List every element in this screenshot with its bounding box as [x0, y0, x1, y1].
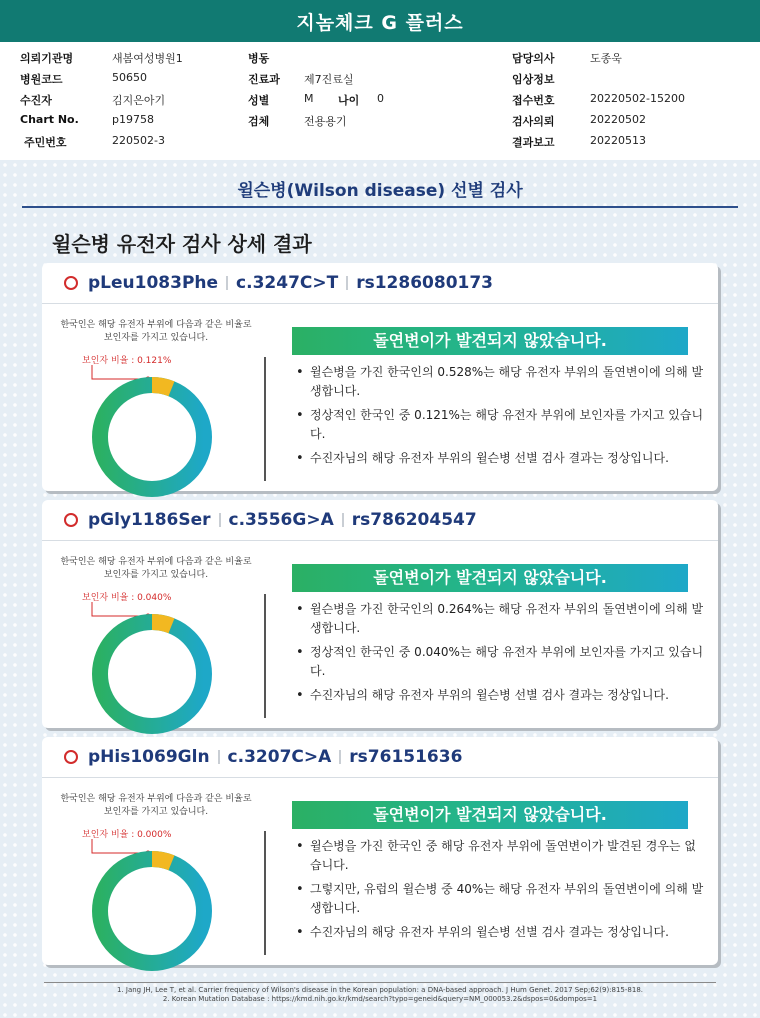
variant-header — [42, 263, 718, 304]
info-value: 0 — [377, 92, 384, 105]
patient-info-panel — [0, 44, 760, 156]
vertical-divider — [264, 357, 266, 481]
info-label: 의뢰기관명 — [20, 52, 74, 65]
header-bar — [0, 0, 760, 42]
variant-card — [42, 500, 718, 728]
info-label: Chart No. — [20, 113, 79, 126]
donut-ring — [100, 622, 204, 726]
bullet-item: • 정상적인 한국인 중 0.040%는 해당 유전자 부위에 보인자를 가지고 있습니다. — [296, 643, 706, 681]
info-label: 나이 — [338, 94, 360, 107]
info-value: 제7진료실 — [304, 73, 354, 86]
variant-header — [42, 500, 718, 541]
section-heading: 윌슨병 유전자 검사 상세 결과 — [52, 232, 312, 256]
carrier-ratio-label: 보인자 비율 : 0.000% — [82, 830, 172, 840]
info-label: 결과보고 — [512, 136, 555, 149]
info-label: 접수번호 — [512, 94, 555, 107]
info-label: 진료과 — [248, 73, 280, 86]
result-bullets — [296, 837, 706, 947]
result-bullets — [296, 600, 706, 710]
separator — [219, 513, 221, 527]
info-value: 도종욱 — [590, 52, 622, 65]
carrier-arc — [152, 385, 171, 389]
carrier-arc — [152, 859, 171, 863]
reference-divider — [44, 982, 716, 983]
reference-item: 2. Korean Mutation Database : https://kmd.nih.go.kr/kmd/search?typo=geneid&query=NM_000053.2&dspos=0&dompos=1 — [162, 995, 598, 1003]
carrier-intro-text: 한국인은 해당 유전자 부위에 다음과 같은 비율로 보인자를 가지고 있습니다. — [60, 320, 252, 343]
carrier-intro-text: 한국인은 해당 유전자 부위에 다음과 같은 비율로 보인자를 가지고 있습니다. — [60, 557, 252, 580]
variant-protein: pHis1069Gln — [88, 747, 210, 767]
variant-card — [42, 263, 718, 491]
variant-rsid: rs76151636 — [349, 747, 463, 767]
bullet-item: • 윌슨병을 가진 한국인의 0.264%는 해당 유전자 부위의 돌연변이에 의해 발생합니다. — [296, 600, 706, 638]
separator — [218, 750, 220, 764]
bullet-item: • 수진자님의 해당 유전자 부위의 윌슨병 선별 검사 결과는 정상입니다. — [296, 449, 706, 468]
variant-cdna: c.3556G>A — [228, 510, 334, 530]
info-label: 임상정보 — [512, 73, 555, 86]
separator — [226, 276, 228, 290]
info-label: 병원코드 — [20, 73, 63, 86]
info-value: 20220502 — [590, 113, 646, 126]
vertical-divider — [264, 831, 266, 955]
result-banner: 돌연변이가 발견되지 않았습니다. — [292, 564, 688, 592]
variant-protein: pGly1186Ser — [88, 510, 211, 530]
variant-cdna: c.3247C>T — [236, 273, 339, 293]
carrier-arc — [152, 622, 171, 626]
info-value: 20220513 — [590, 134, 646, 147]
info-label: 주민번호 — [24, 136, 67, 149]
variant-card — [42, 737, 718, 965]
info-value: 새봄여성병원1 — [112, 52, 183, 65]
variant-rsid: rs1286080173 — [356, 273, 494, 293]
separator — [339, 750, 341, 764]
variant-protein: pLeu1083Phe — [88, 273, 219, 293]
reference-item: 1. Jang JH, Lee T, et al. Carrier frequency of Wilson's disease in the Korean population: a DNA-based approach. J Hum Genet. 2017 Sep;62(9):815-818. — [116, 986, 643, 994]
variant-rsid: rs786204547 — [351, 510, 477, 530]
bullet-item: • 그렇지만, 유럽의 윌슨병 중 40%는 해당 유전자 부위의 돌연변이에 의해 발생합니다. — [296, 880, 706, 918]
report-title: 윌슨병(Wilson disease) 선별 검사 — [237, 181, 523, 201]
info-label: 병동 — [248, 52, 270, 65]
info-label: 담당의사 — [512, 52, 555, 65]
report-app-title: 지놈체크 G 플러스 — [296, 11, 464, 34]
info-value: p19758 — [112, 113, 154, 126]
separator — [342, 513, 344, 527]
carrier-ratio-label: 보인자 비율 : 0.040% — [82, 593, 172, 603]
variant-header — [42, 737, 718, 778]
info-value: 김지은아기 — [112, 94, 166, 107]
carrier-donut-chart — [90, 612, 214, 736]
bullet-item: • 윌슨병을 가진 한국인 중 해당 유전자 부위에 돌연변이가 발견된 경우는 없습니다. — [296, 837, 706, 875]
result-banner: 돌연변이가 발견되지 않았습니다. — [292, 327, 688, 355]
bullet-item: • 수진자님의 해당 유전자 부위의 윌슨병 선별 검사 결과는 정상입니다. — [296, 923, 706, 942]
title-divider — [22, 206, 738, 208]
info-value: 20220502-15200 — [590, 92, 685, 105]
donut-ring — [100, 859, 204, 963]
info-label: 검사의뢰 — [512, 115, 555, 128]
bullet-item: • 수진자님의 해당 유전자 부위의 윌슨병 선별 검사 결과는 정상입니다. — [296, 686, 706, 705]
carrier-donut-chart — [90, 849, 214, 973]
bullet-item: • 윌슨병을 가진 한국인의 0.528%는 해당 유전자 부위의 돌연변이에 의해 발생합니다. — [296, 363, 706, 401]
bullet-item: • 정상적인 한국인 중 0.121%는 해당 유전자 부위에 보인자를 가지고 있습니다. — [296, 406, 706, 444]
circle-marker-icon — [64, 750, 78, 764]
report-panel — [0, 160, 760, 1018]
info-label: 수진자 — [20, 94, 52, 107]
circle-marker-icon — [64, 276, 78, 290]
carrier-intro-text: 한국인은 해당 유전자 부위에 다음과 같은 비율로 보인자를 가지고 있습니다. — [60, 794, 252, 817]
info-value: M — [304, 92, 314, 105]
result-bullets — [296, 363, 706, 473]
separator — [346, 276, 348, 290]
info-value: 50650 — [112, 71, 147, 84]
info-label: 성별 — [248, 94, 270, 107]
info-label: 검체 — [248, 115, 270, 128]
variant-cdna: c.3207C>A — [227, 747, 332, 767]
carrier-donut-chart — [90, 375, 214, 499]
info-value: 전용용기 — [304, 115, 347, 128]
donut-ring — [100, 385, 204, 489]
result-banner: 돌연변이가 발견되지 않았습니다. — [292, 801, 688, 829]
carrier-ratio-label: 보인자 비율 : 0.121% — [82, 356, 172, 366]
circle-marker-icon — [64, 513, 78, 527]
references — [0, 986, 760, 1004]
vertical-divider — [264, 594, 266, 718]
info-value: 220502-3 — [112, 134, 165, 147]
